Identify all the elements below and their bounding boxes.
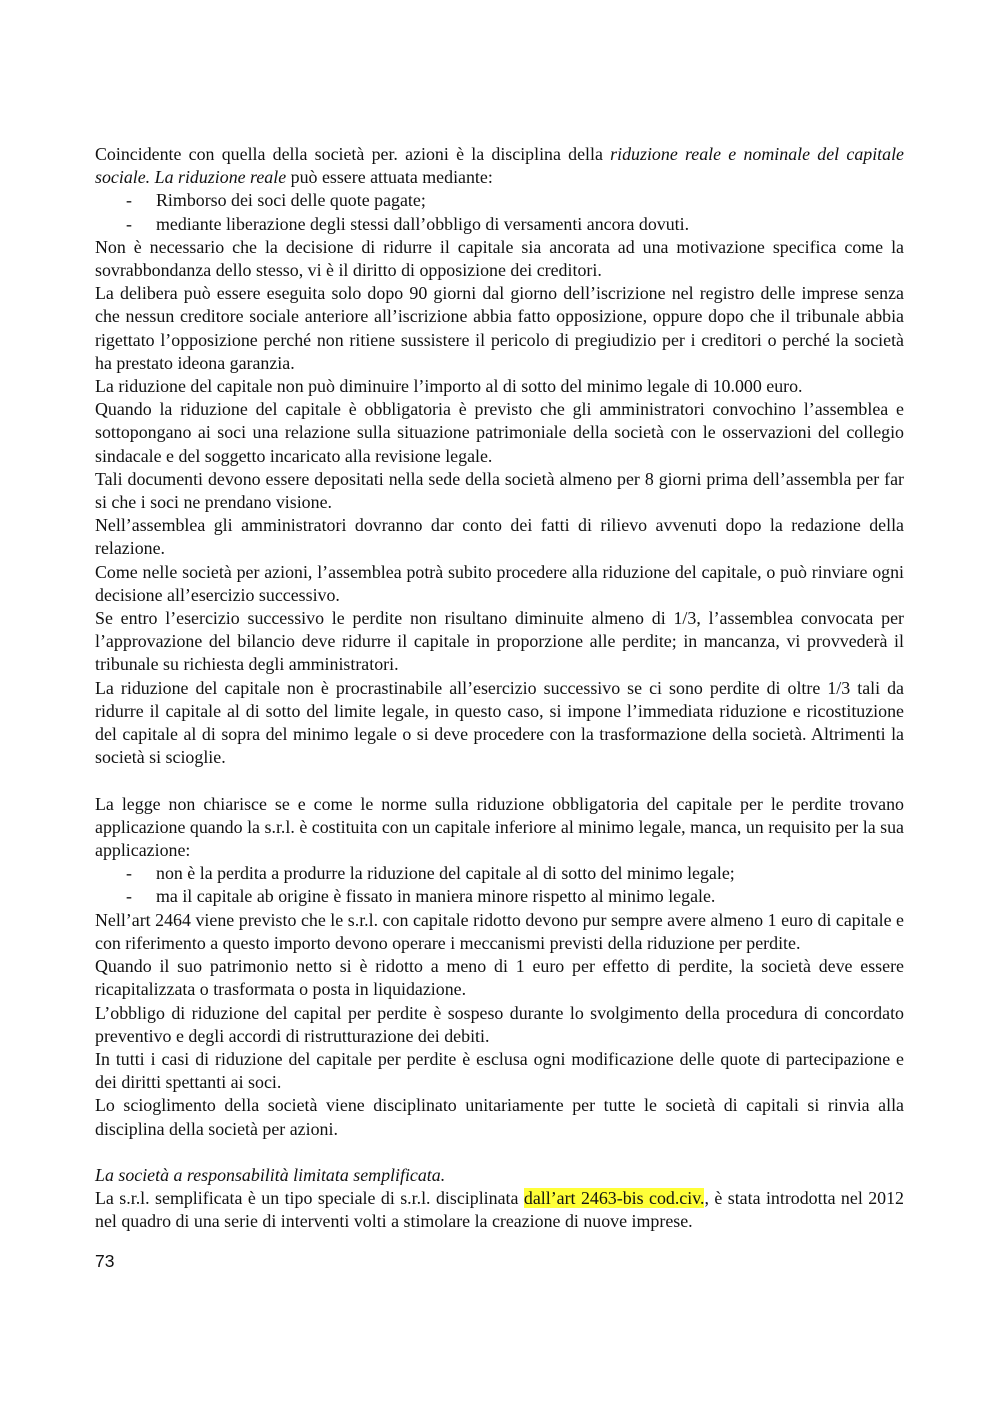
text-run: La s.r.l. semplificata è un tipo speciale di s.r.l. disciplinata: [95, 1188, 524, 1209]
paragraph: La delibera può essere eseguita solo dopo 90 giorni dal giorno dell’iscrizione nel registro delle imprese senza che nessun creditore sociale anteriore all’iscrizione abbia fatto opposizione, oppure dopo che il tribunale abbia rigettato l’opposizione perché non ritiene sussistere il pericolo di pregiudizio per i creditori o perché la società ha prestato ideona garanzia.: [95, 283, 904, 373]
paragraph: [95, 143, 904, 189]
list-dash: -: [126, 886, 132, 907]
list-item: [95, 885, 904, 908]
paragraph: Come nelle società per azioni, l’assemblea potrà subito procedere alla riduzione del capitale, o può rinviare ogni decisione all’esercizio successivo.: [95, 561, 904, 605]
list-dash: -: [126, 213, 132, 234]
paragraph: Non è necessario che la decisione di ridurre il capitale sia ancorata ad una motivazione specifica come la sovrabbondanza dello stesso, vi è il diritto di opposizione dei creditori.: [95, 236, 904, 281]
italic-text: riduzione reale e nominale del capitale sociale. La riduzione reale: [95, 144, 905, 188]
paragraph: L’obbligo di riduzione del capital per perdite è sospeso durante lo svolgimento della procedura di concordato preventivo e degli accordi di ristrutturazione dei debiti.: [95, 1002, 904, 1046]
list-item-text: Rimborso dei soci delle quote pagate;: [156, 190, 426, 211]
blank-line: [95, 1141, 904, 1164]
list-item-text: ma il capitale ab origine è fissato in maniera minore rispetto al minimo legale.: [156, 886, 716, 907]
paragraph: La riduzione del capitale non può diminuire l’importo al di sotto del minimo legale di 10.000 euro.: [95, 376, 803, 397]
paragraph: La legge non chiarisce se e come le norme sulla riduzione obbligatoria del capitale per le perdite trovano applicazione quando la s.r.l. è costituita con un capitale inferiore al minimo legale, manca, un requisito per la sua applicazione:: [95, 793, 904, 861]
blank-line: [95, 769, 904, 792]
list-item-text: non è la perdita a produrre la riduzione del capitale al di sotto del minimo legale;: [156, 863, 735, 884]
text-run: può essere attuata mediante:: [286, 167, 493, 188]
list-dash: -: [126, 863, 132, 884]
paragraph: Lo scioglimento della società viene disciplinato unitariamente per tutte le società di capitali si rinvia alla disciplina della società per azioni.: [95, 1095, 904, 1139]
list-item: [95, 862, 904, 885]
paragraph: Tali documenti devono essere depositati nella sede della società almeno per 8 giorni prima dell’assembla per far si che i soci ne prendano visione.: [95, 468, 904, 513]
section-heading: [95, 1164, 904, 1187]
list-dash: -: [126, 190, 132, 211]
text-run: , è stata introdotta nel 2012 nel quadro di una serie di interventi volti a stimolare la creazione di nuove imprese.: [95, 1188, 904, 1232]
paragraph: Nell’art 2464 viene previsto che le s.r.l. con capitale ridotto devono pur sempre avere almeno 1 euro di capitale e con riferimento a questo importo devono operare i meccanismi previsti della riduzione per perdite.: [95, 909, 904, 953]
paragraph: In tutti i casi di riduzione del capitale per perdite è esclusa ogni modificazione delle quote di partecipazione e dei diritti spettanti ai soci.: [95, 1048, 904, 1093]
paragraph: Quando la riduzione del capitale è obbligatoria è previsto che gli amministratori convochino l’assemblea e sottopongano ai soci una relazione sulla situazione patrimoniale della società con le osservazioni del collegio sindacale e del soggetto incaricato alla revisione legale.: [95, 399, 904, 466]
bullet-list: [95, 862, 904, 908]
paragraph: Quando il suo patrimonio netto si è ridotto a meno di 1 euro per effetto di perdite, la società deve essere ricapitalizzata o trasformata o posta in liquidazione.: [95, 956, 904, 1000]
page-number: 73: [95, 1251, 115, 1271]
bullet-list: [95, 189, 904, 235]
paragraph: La riduzione del capitale non è procrastinabile all’esercizio successivo se ci sono perdite di oltre 1/3 tali da ridurre il capitale al di sotto del limite legale, in questo caso, si impone l’immediata riduzione e ricostituzione del capitale al di sopra del minimo legale o si deve procedere con la trasformazione della società. Altrimenti la società si scioglie.: [95, 677, 904, 768]
paragraph: Se entro l’esercizio successivo le perdite non risultano diminuite almeno di 1/3, l’assemblea convocata per l’approvazione del bilancio deve ridurre il capitale in proporzione alle perdite; in mancanza, vi provvederà il tribunale su richiesta degli amministratori.: [95, 608, 904, 675]
highlighted-text: dall’art 2463-bis cod.civ.: [523, 1188, 705, 1209]
list-item: [95, 213, 904, 236]
list-item: [95, 189, 904, 212]
heading-text: La società a responsabilità limitata semplificata.: [95, 1164, 446, 1185]
paragraph: [95, 1187, 904, 1233]
paragraph: Nell’assemblea gli amministratori dovranno dar conto dei fatti di rilievo avvenuti dopo la redazione della relazione.: [95, 515, 904, 559]
list-item-text: mediante liberazione degli stessi dall’obbligo di versamenti ancora dovuti.: [156, 213, 690, 234]
text-run: Coincidente con quella della società per. azioni è la disciplina della: [95, 144, 611, 164]
document-body: [95, 143, 904, 1234]
